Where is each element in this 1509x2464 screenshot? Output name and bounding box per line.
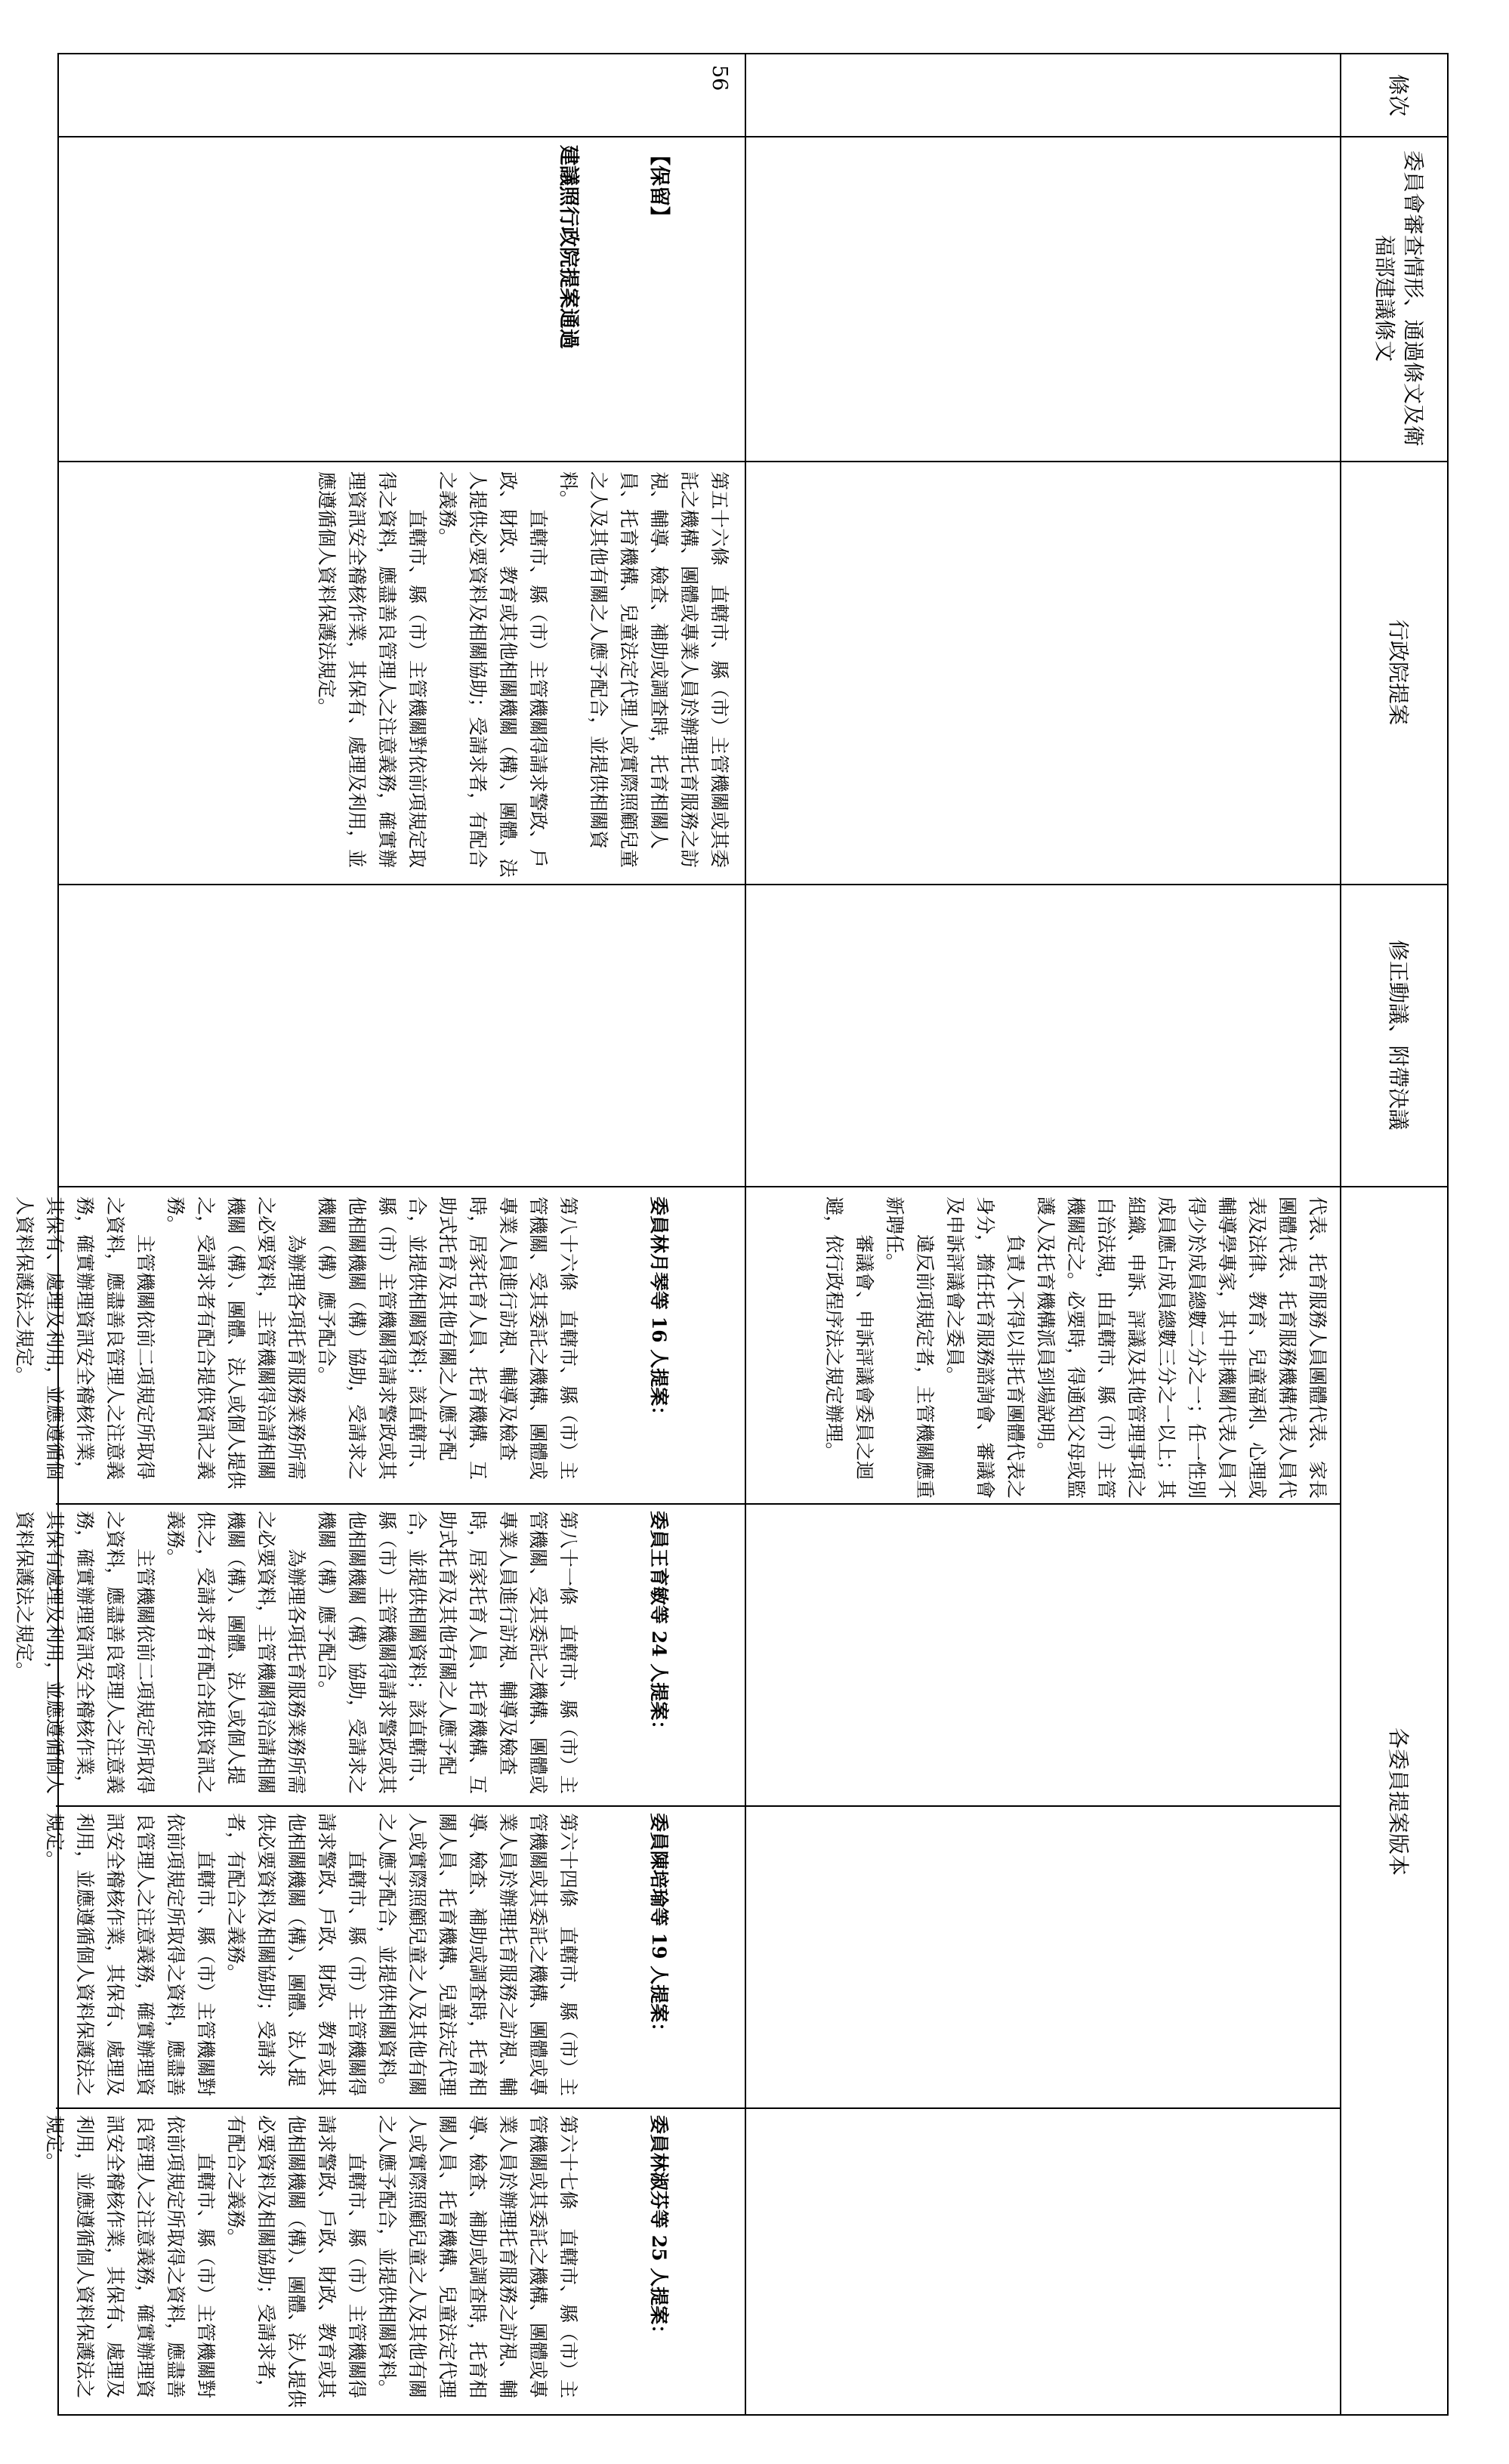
header-committee: 委員會審查情形、通過條文及衛福部建議條文 <box>1372 150 1426 446</box>
divider <box>746 1805 1341 1807</box>
divider <box>56 2107 746 2109</box>
continuation-text: 代表、托育服務人員團體代表、家長團體代表、托育服務機構代表人員代表及法律、教育、兒童福利、心理或輔導學專家，其中非機關代表人員不得少於成員總數二分之一；任一性別成員應占成員總數三分之一以上；其組織、申訴、評議及其他管理事項之自治法規，由直轄市、縣（市）主管機關定之。必要時，得通知父母或監護人及托育機構派員到場說明。 負責人不得以非托育團體代表之身分，擔任托育服務諮詢會、審議會及申訴評議會之委員。 違反前項規定者，主管機關應重新聘任。 審議會、申訴評議會委員之迴避，依行政程序法之規定辦理。 <box>823 1196 1328 1499</box>
divider <box>59 136 1447 137</box>
divider <box>56 1805 746 1807</box>
proposal-chen-peiyu <box>44 1813 734 2101</box>
header-executive: 行政院提案 <box>1386 619 1411 725</box>
committee-result <box>557 145 734 455</box>
divider <box>59 884 1447 885</box>
header-legislators: 各委員提案版本 <box>1386 1727 1411 1876</box>
committee-recommendation: 建議照行政院提案通過 <box>557 145 580 349</box>
divider <box>746 2107 1341 2109</box>
proposal-text: 第八十六條 直轄市、縣（市）主管機關、受其委託之機構、團體或專業人員進行訪視、輔導及檢查時，居家托育人員、托育機構、互助式托育及其他有關之人應予配合，並提供相關資料；該直轄市、縣（市）主管機關得請求警政或其他相關機關（構）協助，受請求之機關（構）應予配合。 為辦理各項托育服務業務所需之必要資料，主管機關得洽請相關機關（構）、團體、法人或個人提供之，受請求者有配合提供資訊之義務。 主管機關依前二項規定所取得之資料，應盡善良管理人之注意義務，確實辦理資訊安全稽核作業，其保有、處理及利用，並應遵循個人資料保護法之規定。 <box>14 1196 579 1490</box>
proposal-text: 第八十一條 直轄市、縣（市）主管機關、受其委託之機構、團體或專業人員進行訪視、輔導及檢查時，居家托育人員、托育機構、互助式托育及其他有關之人應予配合，並提供相關資料；該直轄市、縣（市）主管機關得請求警政或其他相關機關（構）協助，受請求之機關（構）應予配合。 為辦理各項托育服務業務所需之必要資料，主管機關得洽請相關機關（構）、團體、法人或個人提供之，受請求者有配合提供資訊之義務。 主管機關依前二項規定所取得之資料，應盡善良管理人之注意義務，確實辦理資訊安全稽核作業，其保有處理及利用，並應遵循個人資料保護法之規定。 <box>14 1511 579 1795</box>
article-number: 56 <box>708 65 731 91</box>
divider <box>59 461 1447 462</box>
proposal-lin-shufen <box>44 2115 734 2410</box>
reserved-tag: 【保留】 <box>647 145 671 227</box>
header-article: 條次 <box>1386 73 1411 116</box>
divider <box>746 1503 1341 1505</box>
divider <box>56 1503 746 1505</box>
proposal-text: 第六十四條 直轄市、縣（市）主管機關或其委託之機構、團體或專業人員於辦理托育服務之訪視、輔導、檢查、補助或調查時，托育相關人員、托育機構、兒童法定代理人或實際照顧兒童之人及其他有關之人應予配合，並提供相關資料。 直轄市、縣（市）主管機關得請求警政、戶政、財政、教育或其他相關機關（構）、團體、法人提供必要資料及相關協助；受請求者，有配合之義務。 直轄市、縣（市）主管機關對依前項規定所取得之資料，應盡善良管理人之注意義務，確實辦理資訊安全稽核作業，其保有、處理及利用，並應遵循個人資料保護法之規定。 <box>44 1813 579 2097</box>
proposal-wang-yumin <box>14 1511 734 1799</box>
proposal-text: 第六十七條 直轄市、縣（市）主管機關或其委託之機構、團體或專業人員於辦理托育服務之訪視、輔導、檢查、補助或調查時，托育相關人員、托育機構、兒童法定代理人或實際照顧兒童之人及其他有關之人應予配合，並提供相關資料。 直轄市、縣（市）主管機關得請求警政、戶政、財政、教育或其他相關機關（構）、團體、法人提供必要資料及相關協助；受請求者，有配合之義務。 直轄市、縣（市）主管機關對依前項規定所取得之資料，應盡善良管理人之注意義務，確實辦理資訊安全稽核作業，其保有、處理及利用，並應遵循個人資料保護法之規定。 <box>44 2115 579 2408</box>
header-amendment: 修正動議、附帶決議 <box>1386 939 1411 1130</box>
proposal-lin-yueqin <box>14 1196 734 1496</box>
divider <box>1340 54 1341 2414</box>
executive-proposal-text: 第五十六條 直轄市、縣（市）主管機關或其委託之機構、團體或專業人員於辦理托育服務之訪視、輔導、檢查、補助或調查時，托育相關人員、托育機構、兒童法定代理人或實際照顧兒童之人及其他有關之人應予配合，並提供相關資料。 直轄市、縣（市）主管機關得請求警政、戶政、財政、教育或其他相關機關（構）、團體、法人提供必要資料及相關協助；受請求者，有配合之義務。 直轄市、縣（市）主管機關對依前項規定取得之資料，應盡善良管理人之注意義務，確實辦理資訊安全稽核作業，其保有、處理及利用，並應遵循個人資料保護法規定。 <box>316 471 730 878</box>
comparison-table <box>14 53 1449 2416</box>
proposal-title: 委員陳培瑜等 19 人提案： <box>648 1813 670 2042</box>
divider <box>59 1186 1447 1187</box>
proposal-title: 委員王育敏等 24 人提案： <box>648 1511 670 1740</box>
proposal-title: 委員林淑芬等 25 人提案： <box>648 2115 670 2344</box>
proposal-title: 委員林月琴等 16 人提案： <box>648 1196 670 1425</box>
divider <box>745 54 746 2414</box>
